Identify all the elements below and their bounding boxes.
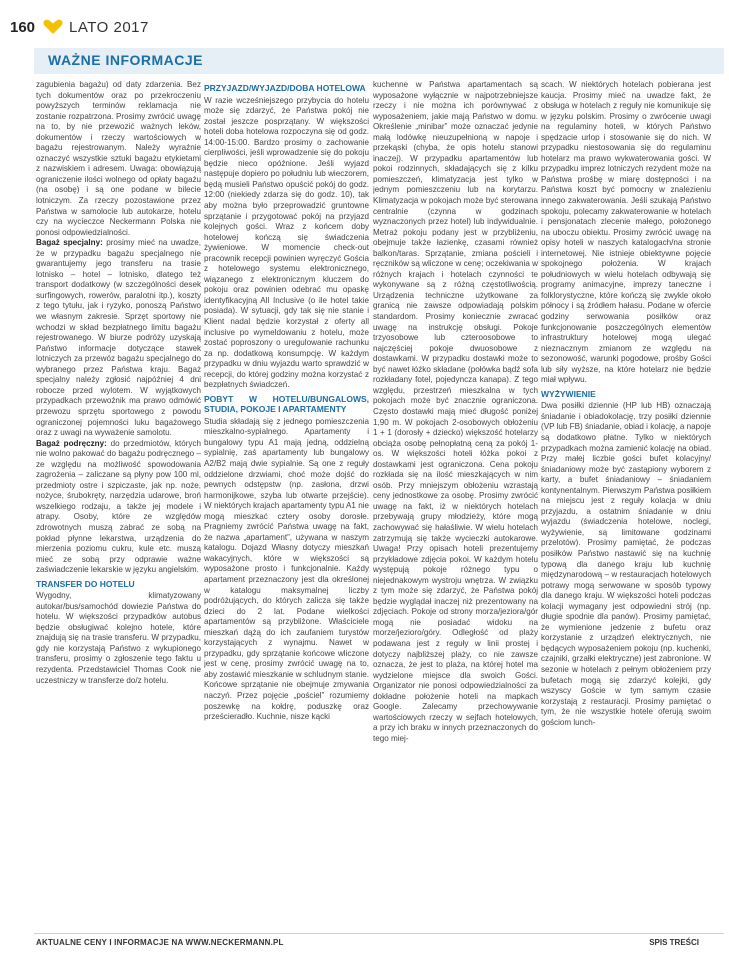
- body-paragraph: [36, 238, 201, 438]
- paragraph-text: Wygodny, klimatyzowany autokar/bus/samochód dowiezie Państwa do hotelu. W większości przypadków autobus będzie obsługiwać kolejno hotele, które znajdują się na trasie transferu. W przypadku, gdy nie korzystają Państwo z wykupionego transferu, prosimy o zgłoszenie tego faktu u rezydenta. Przedstawiciel Thomas Cook nie uczestniczy w transferze do/z hotelu.: [36, 591, 201, 685]
- section-heading: TRANSFER DO HOTELU: [36, 578, 135, 589]
- paragraph-text: Studia składają się z jednego pomieszczenia mieszkalno-sypialnego. Apartamenty i bungalowy typu A1 mają jedną, oddzielną sypialnię, zaś apartamenty lub bungalowy A2/B2 mają dwie sypialnie. Są one z reguły oddzielone drzwiami, choć może dojść do pewnych odstępstw (np. zasłona, drzwi harmonijkowe, szyba lub otwarte przejście). W niektórych krajach apartamenty typu A1 nie mogą mieszkać cztery osoby dorosłe. Pragniemy zwrócić Państwa uwagę na fakt, że nazwa „apartament”, używana w naszym katalogu. Dojazd Własny dotyczy mieszkań wakacyjnych, które w większości są wyposażone prosto i funkcjonalnie. Każdy apartament przeznaczony jest dla określonej w katalogu maksymalnej liczby podróżujących, do których zalicza się także dzieci do 2 lat. Podane wielkości apartamentów są przybliżone. Właściciele mieszkań dążą do ich zaufaniem turystów korzystających z wynajmu. Nawet w przypadku, gdy sprzątanie końcowe wliczone jest w cenę, prosimy zwrócić uwagę na to, aby zostawić mieszkanie w schludnym stanie. Końcowe sprzątanie nie obejmuje zmywania naczyń. Przez pojęcie „pościel” rozumiemy poszewkę na kołdrę, poduszkę oraz prześcieradło. Kuchnie, nisze kącki: [204, 416, 369, 722]
- heart-icon: [43, 19, 63, 35]
- body-paragraph: [541, 401, 711, 728]
- body-paragraph: [204, 417, 369, 723]
- paragraph-text: Dwa posiłki dziennie (HP lub HB) oznaczają śniadanie i obiadokolację, trzy posiłki dziennie (VP lub FB) śniadanie, obiad i kolację, a napoje są dodatkowo płatne. Tylko w niektórych przypadkach można zamienić kolację na obiad. Przy małej liczbie gości bufet kolacyjny/śniadaniowy może być zastąpiony wyborem z karty, a bufet śniadaniowy – śniadaniem kontynentalnym. Pierwszym Państwa posiłkiem na miejscu jest z reguły kolacja w dniu przyjazdu, a ostatnim śniadanie w dniu wyjazdu (świadczenia hotelowe, noclegi, wyżywienie, są limitowane godzinami przelotów). Prosimy pamiętać, że podczas posiłków Państwo nastawić się na kuchnię typową dla danego kraju lub kuchnię międzynarodową – w restauracjach hotelowych potrawy mogą serwowane w sposób typowy dla danego kraju. W większości hoteli podczas kolacji wymagany jest odpowiedni strój (np. długie spodnie dla panów). Prosimy pamiętać, że wymienione jedzenie z bufetu oraz korzystanie z urządzeń elektrycznych, nie będących wyposażeniem pokoju (np. kuchenki, czajniki, grzałki elektryczne) jest zabronione. W sezonie w hotelach z pełnym obłożeniem przy bufetach mogą się zdarzyć kolejki, gdy wszyscy Goście w tym samym czasie korzystają z restauracji. Prosimy pamiętać o tym, że nie wszystkie hotele oferują swoim gościom lunch-: [541, 401, 711, 727]
- section-title: WAŻNE INFORMACJE: [48, 52, 203, 68]
- footer-divider: [34, 933, 724, 934]
- paragraph-text: W razie wcześniejszego przybycia do hotelu może się zdarzyć, że Państwa pokój nie został jeszcze posprzątany. W większości hoteli doba hotelowa rozpoczyna się od godz. 14:00-15:00. Bardzo prosimy o zachowanie cierpliwości, jeśli wprowadzenie się do pokoju będzie nieco opóźnione. Jeśli wyjazd następuje dopiero po południu lub wieczorem, będą musieli Państwo opuścić pokój do godz. 12:00 (niekiedy zdarza się do godz. 10), tak aby można było przeprowadzić gruntowne sprzątanie i przygotować pokój na przyjazd kolejnych gości. Wraz z końcem doby hotelowej kończą się świadczenia żywieniowe. W momencie check-out pracownik recepcji powinien wyręczyć Gościa z hotelowego systemu elektronicznego, wiązanego z elektronicznym kluczem do pokoju oraz powinien odebrać mu opaskę identyfikacyjną All Inclusive (o ile hotel takie posiada). W sytuacji, gdy tak się nie stanie i Klient nadal będzie korzystał z oferty all inclusive po wymeldowaniu z hotelu, może zostać poproszony o uregulowanie rachunku za np. dodatkową konsumpcję. W każdym przypadku w dniu wyjazdu warto sprawdzić w recepcji, do której godziny można korzystać z bezpłatnych świadczeń.: [204, 95, 369, 390]
- section-heading: POBYT W HOTELU/BUNGALOWS, STUDIA, POKOJE I APARTAMENTY: [204, 393, 369, 415]
- body-paragraph: [541, 80, 711, 386]
- paragraph-text: prosimy mieć na uwadze, że w przypadku bagażu specjalnego nie gwarantujemy jego transferu na trasie lotnisko – hotel – lotnisko, dlatego też transport dodatkowy (w szczególności desek surfingowych, rowerów, paralotni itp.), koszty z tego tytułu, jak i ryzyko, ponoszą Państwo we własnym zakresie. Sprzęt sportowy nie wchodzi w skład bezpłatnego limitu bagażu rejestrowanego. W biurze podróży uzyskają Państwo informacje dotyczące stawek lotniczych za przewóz bagażu specjalnego do wybranego przez Państwa kraju. Bagaż specjalny należy zgłosić najpóźniej 4 dni robocze przed wylotem. W wyjątkowych przypadkach przewoźnik ma prawo odmówić przewozu sprzętu sportowego z powodu ograniczonej pojemności luku bagażowego oraz z uwagi na wyważenie samolotu.: [36, 238, 201, 438]
- body-paragraph: [373, 80, 538, 744]
- text-column-2: [204, 80, 369, 935]
- paragraph-lead: Bagaż podręczny:: [36, 438, 107, 448]
- body-paragraph: [36, 80, 201, 238]
- table-of-contents-link[interactable]: SPIS TREŚCI: [649, 938, 699, 947]
- paragraph-lead: Bagaż specjalny:: [36, 238, 103, 248]
- paragraph-text: scach. W niektórych hotelach pobierana jest kaucja. Prosimy mieć na uwadze fakt, że obsługa w hotelach z reguły nie komunikuje się w języku polskim. Prosimy o zwrócenie uwagi na regulaminy hoteli, w których Państwo spędzacie urlop i stosowanie się do nich. W przypadku niestosowania się do regulaminu hotelarz ma prawo wykwaterowania gości. W przypadku imprez lotniczych rezydent może na Państwa prośbę w miarę dostępności i na Państwa koszt być pomocny w znalezieniu innego zakwaterowania. Jeśli szukają Państwo spokoju, polecamy zakwaterowanie w hotelach i pensjonatach zlecenie małego, położonego na uboczu obiektu. Prosimy zwrócić uwagę na opisy hoteli w naszych katalogach/na stronie internetowej. Nie istnieje obiektywne pojęcie spokojnego położenia. W krajach południowych w wielu hotelach odbywają się programy animacyjne, imprezy taneczne i folklorystyczne, które kończą się zwykle około północy i są źródłem hałasu. Podane w ofercie godziny serwowania posiłków oraz funkcjonowanie poszczególnych elementów infrastruktury hotelowej mogą ulegać nieznacznym zmianom ze względu na sezonowość, warunki pogodowe, prośby Gości lub siły wyższe, na które hotelarz nie będzie miał wpływu.: [541, 80, 711, 385]
- season-label: LATO 2017: [69, 18, 149, 36]
- text-column-1: [36, 80, 201, 935]
- body-paragraph: [204, 96, 369, 391]
- paragraph-text: zagubienia bagażu) od daty zdarzenia. Bez tych dokumentów oraz po przekroczeniu powyższych terminów reklamacja nie zostanie rozpatrzona. Prosimy zwrócić uwagę na to, by nie przewozić ważnych leków, dokumentów i rzeczy wartościowych w bagażu rejestrowanym. Należy wyraźnie oznaczyć wszystkie sztuki bagażu etykietami z nazwiskiem i adresem. Uwaga: obowiązują ograniczenie ilości wolnego od opłaty bagażu (na osobę) i są one podane w bilecie lotniczym. Za rzeczy pozostawione przez Państwa w samolocie lub autokarze, hotelu czy na wycieczce Neckermann Polska nie ponosi odpowiedzialności.: [36, 80, 201, 237]
- page-number: 160: [10, 18, 36, 36]
- paragraph-text: kuchenne w Państwa apartamentach są wyposażone wyłącznie w najpotrzebniejsze rzeczy i nie można ich porównywać z wyposażeniem, jakie mają Państwo w domu. Określenie „minibar” może oznaczać jedynie małą lodówkę nieuzupełnioną w napoje i przekąski (chyba, że opis hotelu stanowi inaczej). W przypadku apartamentów lub pokoi rodzinnych, składających się z kilku pomieszczeń, klimatyzacja jest tylko w jednym pomieszczeniu lub na korytarzu. Klimatyzacja w pokojach może być sterowana centralnie (czynna w godzinach wyznaczonych przez hotel) lub indywidualnie. Metraż pokoju podany jest w przybliżeniu, obejmuje także łazienkę, czasami również balkon/taras. Sprzątanie, zmiana pościeli i ręczników są wliczone w cenę; oczekiwania w różnych krajach i hotelach czynności te wykonywane są z różną częstotliwością. Urządzenia techniczne użytkowane za granicą nie zawsze odpowiadają polskim standardom. Prosimy koniecznie zwracać uwagę na instrukcję obsługi. Pokoje trzyosobowe lub czteroosobowe to najczęściej pokoje dwuosobowe z dostawkami. W przypadku dostawki może to być nawet łóżko składane (połówka bądź sofa rozkładany fotel, pojedyncza kanapa). Z tego względu, przestrzeń mieszkalna w tych pokojach może być znacznie ograniczona. Często dostawki mają mieć długość poniżej 1,90 m. W pokojach 2-osobowych obłożeniu 1 + 1 (dorosły + dziecko) większość hotelarzy obciąża osobę pełnopłatną ceną za pokój 1-os. W większości hoteli łóżka pokoi z dostawkami jest ograniczona. Cena pokoju rozkłada się na ilość mieszkających w nim osób. Przy mniejszym obłożeniu wzrastają ceny jednostkowe za osobę. Prosimy zwrócić uwagę na fakt, iż w niektórych hotelach przebywają grupy młodzieży, które mogą zachowywać się hałaśliwie. W wielu hotelach zatrzymują się także wycieczki autokarowe. Uwaga! Przy opisach hoteli prezentujemy przykładowe zdjęcia pokoi. W każdym hotelu występują pokoje różnego typu o niejednakowym wystroju wnętrza. W związku z tym może się zdarzyć, że Państwa pokój będzie wyglądał inaczej niż prezentowany na zdjęciach. Pokoje od strony morza/jeziora/gór mogą nie posiadać widoku na morze/jezioro/góry. Odległość od plaży podawana jest z reguły w linii prostej i dotyczy najbliższej plaży, co nie zawsze oznacza, że jest to plaża, na której hotel ma wydzielone miejsce dla swoich Gości. Organizator nie ponosi odpowiedzialności za dokładne położenie hoteli na mapkach Google. Zalecamy przechowywanie wartościowych rzeczy w sejfach hotelowych, a przy ich braku w innych przeznaczonych do tego miej-: [373, 80, 538, 743]
- section-heading: WYŻYWIENIE: [541, 388, 596, 399]
- body-paragraph: [36, 591, 201, 686]
- paragraph-text: do przedmiotów, których nie wolno pakować do bagażu podręcznego – ze względu na możliwość spowodowania zagrożenia – zaliczane są płyny pow 100 ml, przedmioty ostre i szpiczaste, jak np. noże, nożyce, śrubokręty, narzędzia udarowe, broń wszelkiego rodzaju, a także jej modele i atrapy. Osoby, które ze względów zdrowotnych muszą zabrać ze sobą na pokład płynne lekarstwa, urządzenia do mierzenia poziomu cukru, kule etc. muszą mieć ze sobą przy odprawie ważne zaświadczenie lekarskie w języku angielskim.: [36, 438, 201, 575]
- page-header: [10, 14, 149, 40]
- text-column-4: [541, 80, 711, 935]
- footer-website-link[interactable]: AKTUALNE CENY I INFORMACJE NA WWW.NECKERMANN.PL: [36, 938, 284, 947]
- text-column-3: [373, 80, 538, 935]
- body-paragraph: [36, 439, 201, 576]
- section-heading: PRZYJAZD/WYJAZD/DOBA HOTELOWA: [204, 83, 366, 93]
